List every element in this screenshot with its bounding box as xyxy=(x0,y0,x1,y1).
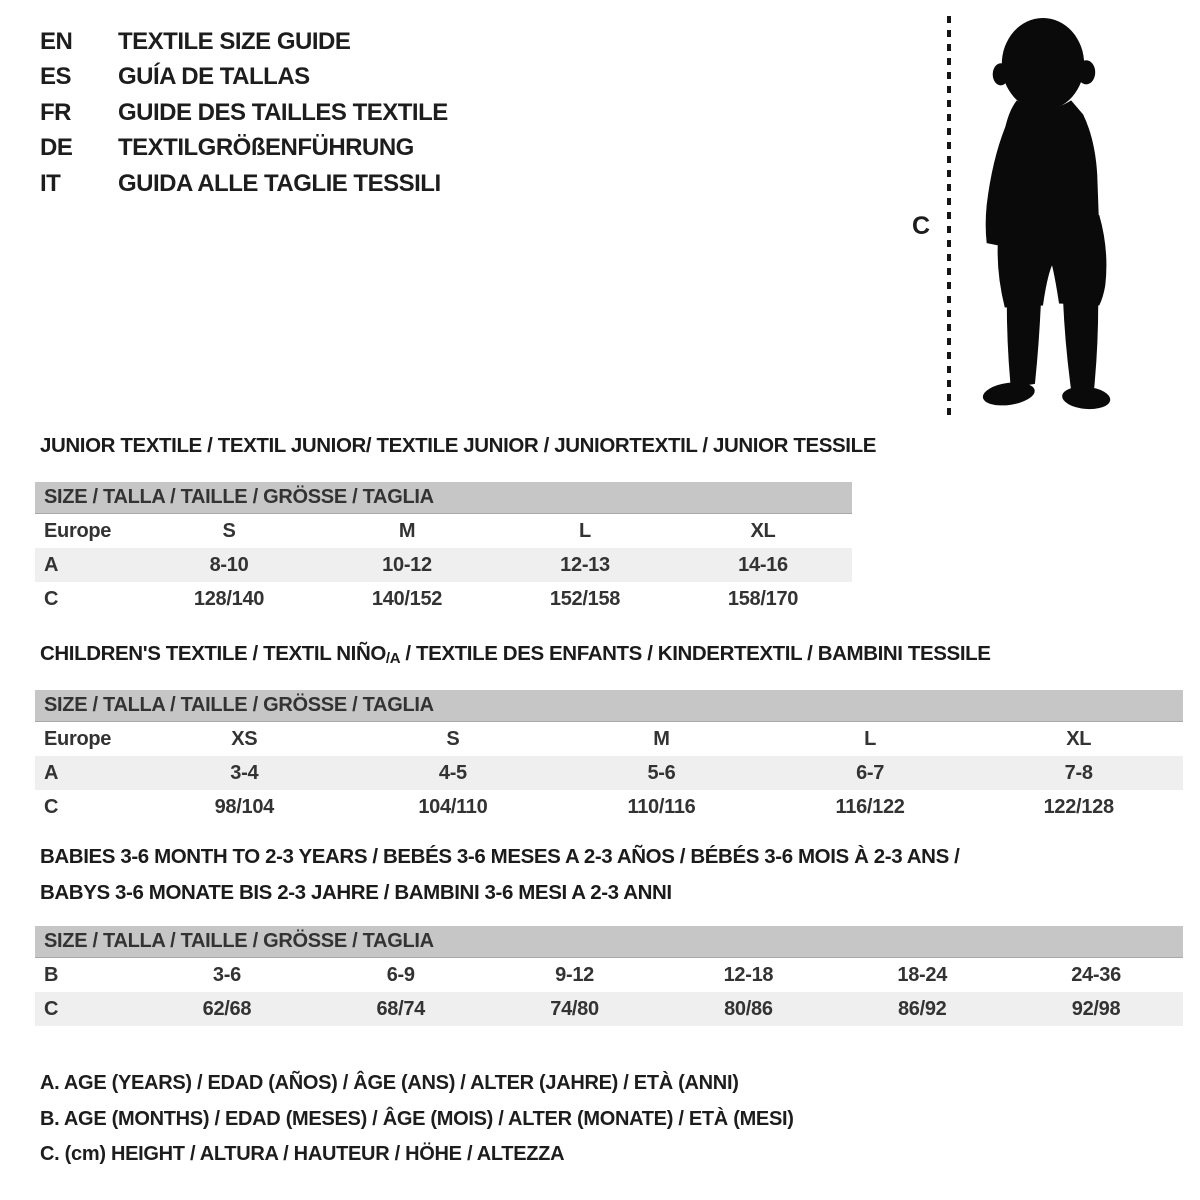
language-guide xyxy=(40,24,448,202)
table-cell: S xyxy=(446,727,460,750)
table-row xyxy=(35,548,852,582)
table-cell: 18-24 xyxy=(897,963,948,986)
table-cell: 158/170 xyxy=(727,587,799,610)
heading-line-2: BABYS 3-6 MONATE BIS 2-3 JAHRE / BAMBINI 3-6 MESI A 2-3 ANNI xyxy=(40,881,672,904)
table-cell: 7-8 xyxy=(1064,761,1093,784)
heading-subscript: /A xyxy=(385,650,401,667)
table-cell: 12-13 xyxy=(560,553,610,576)
heading-text: CHILDREN'S TEXTILE / TEXTIL NIÑO xyxy=(40,642,386,665)
table-row xyxy=(35,722,1183,756)
language-row xyxy=(40,60,448,96)
row-label: A xyxy=(44,761,59,784)
table-cell: L xyxy=(864,727,877,750)
table-cell: 122/128 xyxy=(1043,795,1114,818)
language-label: TEXTILGRÖßENFÜHRUNG xyxy=(118,134,414,162)
language-code: DE xyxy=(40,134,73,162)
language-label: GUIDA ALLE TAGLIE TESSILI xyxy=(118,169,441,197)
table-cell: 6-7 xyxy=(856,761,885,784)
row-label: C xyxy=(44,997,59,1020)
junior-size-table xyxy=(35,482,852,616)
table-cell: 3-6 xyxy=(212,963,241,986)
language-label: TEXTILE SIZE GUIDE xyxy=(118,27,351,55)
table-cell: 62/68 xyxy=(202,997,252,1020)
language-label: GUIDE DES TAILLES TEXTILE xyxy=(118,98,448,126)
table-row xyxy=(35,992,1183,1026)
table-cell: 86/92 xyxy=(897,997,947,1020)
table-cell: 5-6 xyxy=(647,761,676,784)
table-cell: 14-16 xyxy=(738,553,788,576)
table-cell: 92/98 xyxy=(1071,997,1121,1020)
heading-line-1: BABIES 3-6 MONTH TO 2-3 YEARS / BEBÉS 3-6 MESES A 2-3 AÑOS / BÉBÉS 3-6 MOIS À 2-3 ANS / xyxy=(40,845,960,868)
table-cell: 104/110 xyxy=(418,795,488,818)
language-row xyxy=(40,24,448,60)
babies-section-heading xyxy=(40,839,959,911)
legend-item-a: A. AGE (YEARS) / EDAD (AÑOS) / ÂGE (ANS) / ALTER (JAHRE) / ETÀ (ANNI) xyxy=(40,1072,739,1095)
table-cell: 68/74 xyxy=(376,997,426,1020)
heading-text: / TEXTILE DES ENFANTS / KINDERTEXTIL / BAMBINI TESSILE xyxy=(400,642,991,665)
table-cell: M xyxy=(398,519,416,542)
table-cell: 12-18 xyxy=(723,963,774,986)
size-header-bar: SIZE / TALLA / TAILLE / GRÖSSE / TAGLIA xyxy=(35,690,1183,722)
size-header-bar: SIZE / TALLA / TAILLE / GRÖSSE / TAGLIA xyxy=(35,926,1183,958)
table-row xyxy=(35,756,1183,790)
row-label: Europe xyxy=(44,727,112,750)
table-cell: 152/158 xyxy=(549,587,621,610)
row-label: C xyxy=(44,587,59,610)
table-cell: 9-12 xyxy=(555,963,594,986)
table-cell: 140/152 xyxy=(371,587,443,610)
table-cell: 8-10 xyxy=(209,553,249,576)
junior-section-heading: JUNIOR TEXTILE / TEXTIL JUNIOR/ TEXTILE JUNIOR / JUNIORTEXTIL / JUNIOR TESSILE xyxy=(40,434,876,457)
table-cell: XL xyxy=(1066,727,1092,750)
table-cell: 74/80 xyxy=(550,997,599,1020)
size-header-bar: SIZE / TALLA / TAILLE / GRÖSSE / TAGLIA xyxy=(35,482,852,514)
language-label: GUÍA DE TALLAS xyxy=(118,63,310,91)
legend-item-b: B. AGE (MONTHS) / EDAD (MESES) / ÂGE (MOIS) / ALTER (MONATE) / ETÀ (MESI) xyxy=(40,1107,794,1130)
height-measure-line xyxy=(947,16,951,416)
table-cell: 80/86 xyxy=(724,997,773,1020)
language-code: EN xyxy=(40,27,73,55)
table-cell: XL xyxy=(750,519,776,542)
children-section-heading xyxy=(40,642,991,666)
table-cell: L xyxy=(579,519,591,542)
table-cell: 6-9 xyxy=(386,963,415,986)
table-cell: 128/140 xyxy=(193,587,265,610)
language-row xyxy=(40,166,448,202)
language-code: ES xyxy=(40,63,72,91)
language-code: FR xyxy=(40,98,71,126)
table-cell: S xyxy=(222,519,236,542)
table-cell: 110/116 xyxy=(627,795,696,818)
table-row xyxy=(35,958,1183,992)
table-cell: XS xyxy=(231,727,258,750)
table-cell: 3-4 xyxy=(230,761,259,784)
table-cell: 98/104 xyxy=(214,795,274,818)
language-code: IT xyxy=(40,169,61,197)
row-label: B xyxy=(44,963,59,986)
table-cell: 4-5 xyxy=(438,761,467,784)
table-row xyxy=(35,514,852,548)
language-row xyxy=(40,95,448,131)
table-row xyxy=(35,790,1183,824)
row-label: Europe xyxy=(44,519,112,542)
table-cell: 24-36 xyxy=(1071,963,1121,986)
children-size-table xyxy=(35,690,1183,824)
height-measure-label: C xyxy=(912,212,931,240)
table-cell: 10-12 xyxy=(382,553,432,576)
table-cell: M xyxy=(653,727,670,750)
table-cell: 116/122 xyxy=(835,795,905,818)
legend-item-c: C. (cm) HEIGHT / ALTURA / HAUTEUR / HÖHE / ALTEZZA xyxy=(40,1143,565,1166)
table-row xyxy=(35,582,852,616)
babies-size-table xyxy=(35,926,1183,1026)
row-label: C xyxy=(44,795,59,818)
language-row xyxy=(40,131,448,167)
toddler-silhouette xyxy=(963,14,1139,416)
measurement-legend xyxy=(40,1066,794,1173)
row-label: A xyxy=(44,553,59,576)
